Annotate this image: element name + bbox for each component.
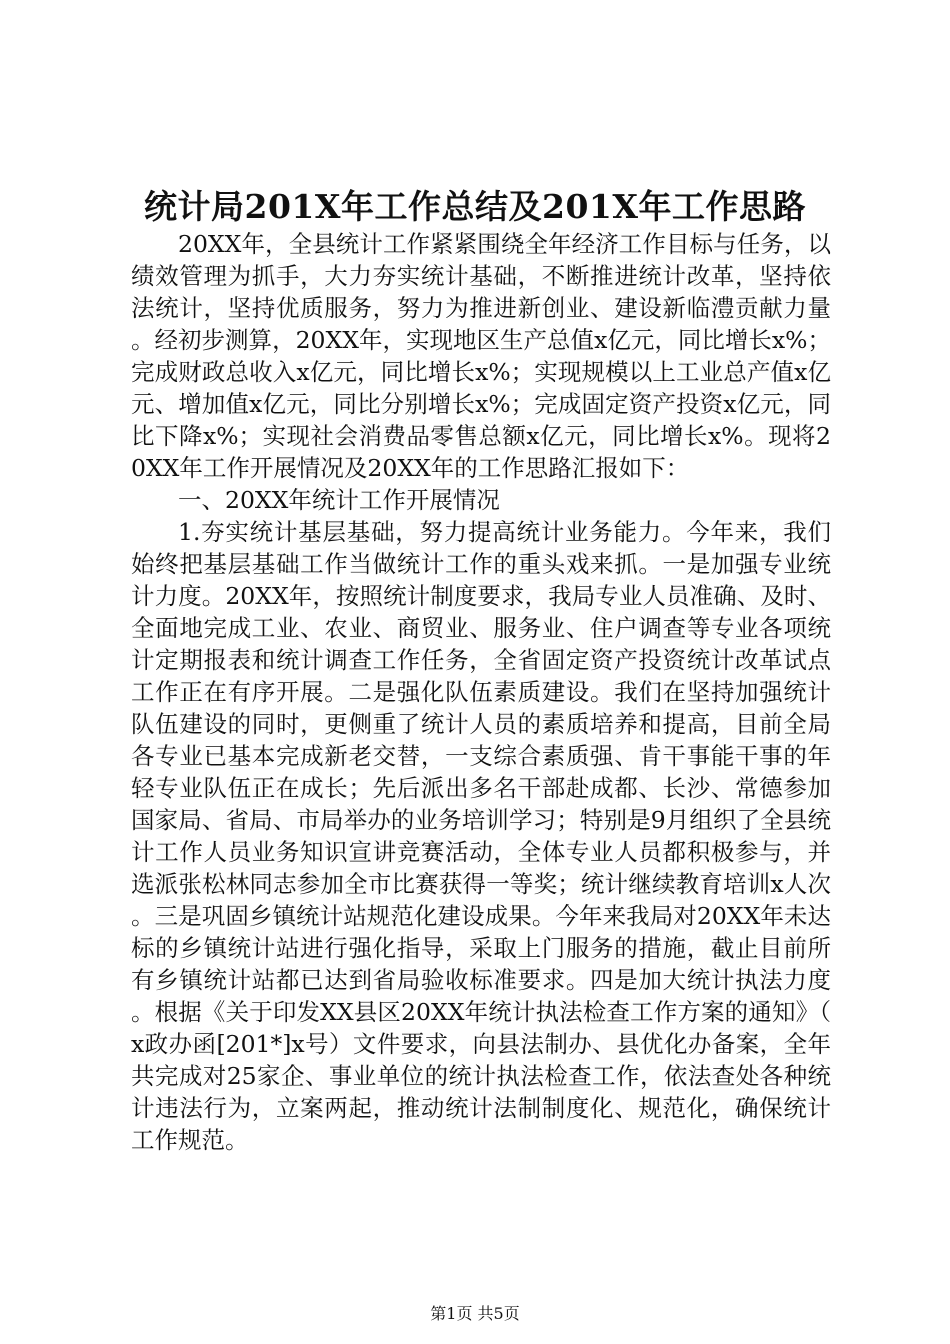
section-heading: 一、20XX年统计工作开展情况 — [178, 486, 500, 514]
page-footer: 第1页 共5页 — [430, 1304, 520, 1323]
document-body — [131, 228, 831, 1156]
section-paragraph: 1.夯实统计基层基础，努力提高统计业务能力。今年来，我们始终把基层基础工作当做统计工作的重头戏来抓。一是加强专业统计力度。20XX年，按照统计制度要求，我局专业人员准确、及时、全面地完成工业、农业、商贸业、服务业、住户调查等专业各项统计定期报表和统计调查工作任务，全省固定资产投资统计改革试点工作正在有序开展。二是强化队伍素质建设。我们在坚持加强统计队伍建设的同时，更侧重了统计人员的素质培养和提高，目前全局各专业已基本完成新老交替，一支综合素质强、肯干事能干事的年轻专业队伍正在成长；先后派出多名干部赴成都、长沙、常德参加国家局、省局、市局举办的业务培训学习；特别是9月组织了全县统计工作人员业务知识宣讲竞赛活动，全体专业人员都积极参与，并选派张松林同志参加全市比赛获得一等奖；统计继续教育培训x人次。三是巩固乡镇统计站规范化建设成果。今年来我局对20XX年未达标的乡镇统计站进行强化指导，采取上门服务的措施，截止目前所有乡镇统计站都已达到省局验收标准要求。四是加大统计执法力度。根据《关于印发XX县区20XX年统计执法检查工作方案的通知》（x政办函[201*]x号）文件要求，向县法制办、县优化办备案，全年共完成对25家企、事业单位的统计执法检查工作，依法查处各种统计违法行为，立案两起，推动统计法制制度化、规范化，确保统计工作规范。 — [131, 518, 831, 1154]
intro-paragraph: 20XX年，全县统计工作紧紧围绕全年经济工作目标与任务，以绩效管理为抓手，大力夯实统计基础，不断推进统计改革，坚持依法统计，坚持优质服务，努力为推进新创业、建设新临澧贡献力量。经初步测算，20XX年，实现地区生产总值x亿元，同比增长x%；完成财政总收入x亿元，同比增长x%；实现规模以上工业总产值x亿元、增加值x亿元，同比分别增长x%；完成固定资产投资x亿元，同比下降x%；实现社会消费品零售总额x亿元，同比增长x%。现将20XX年工作开展情况及20XX年的工作思路汇报如下： — [131, 230, 831, 482]
document-title: 统计局201X年工作总结及201X年工作思路 — [144, 187, 806, 226]
